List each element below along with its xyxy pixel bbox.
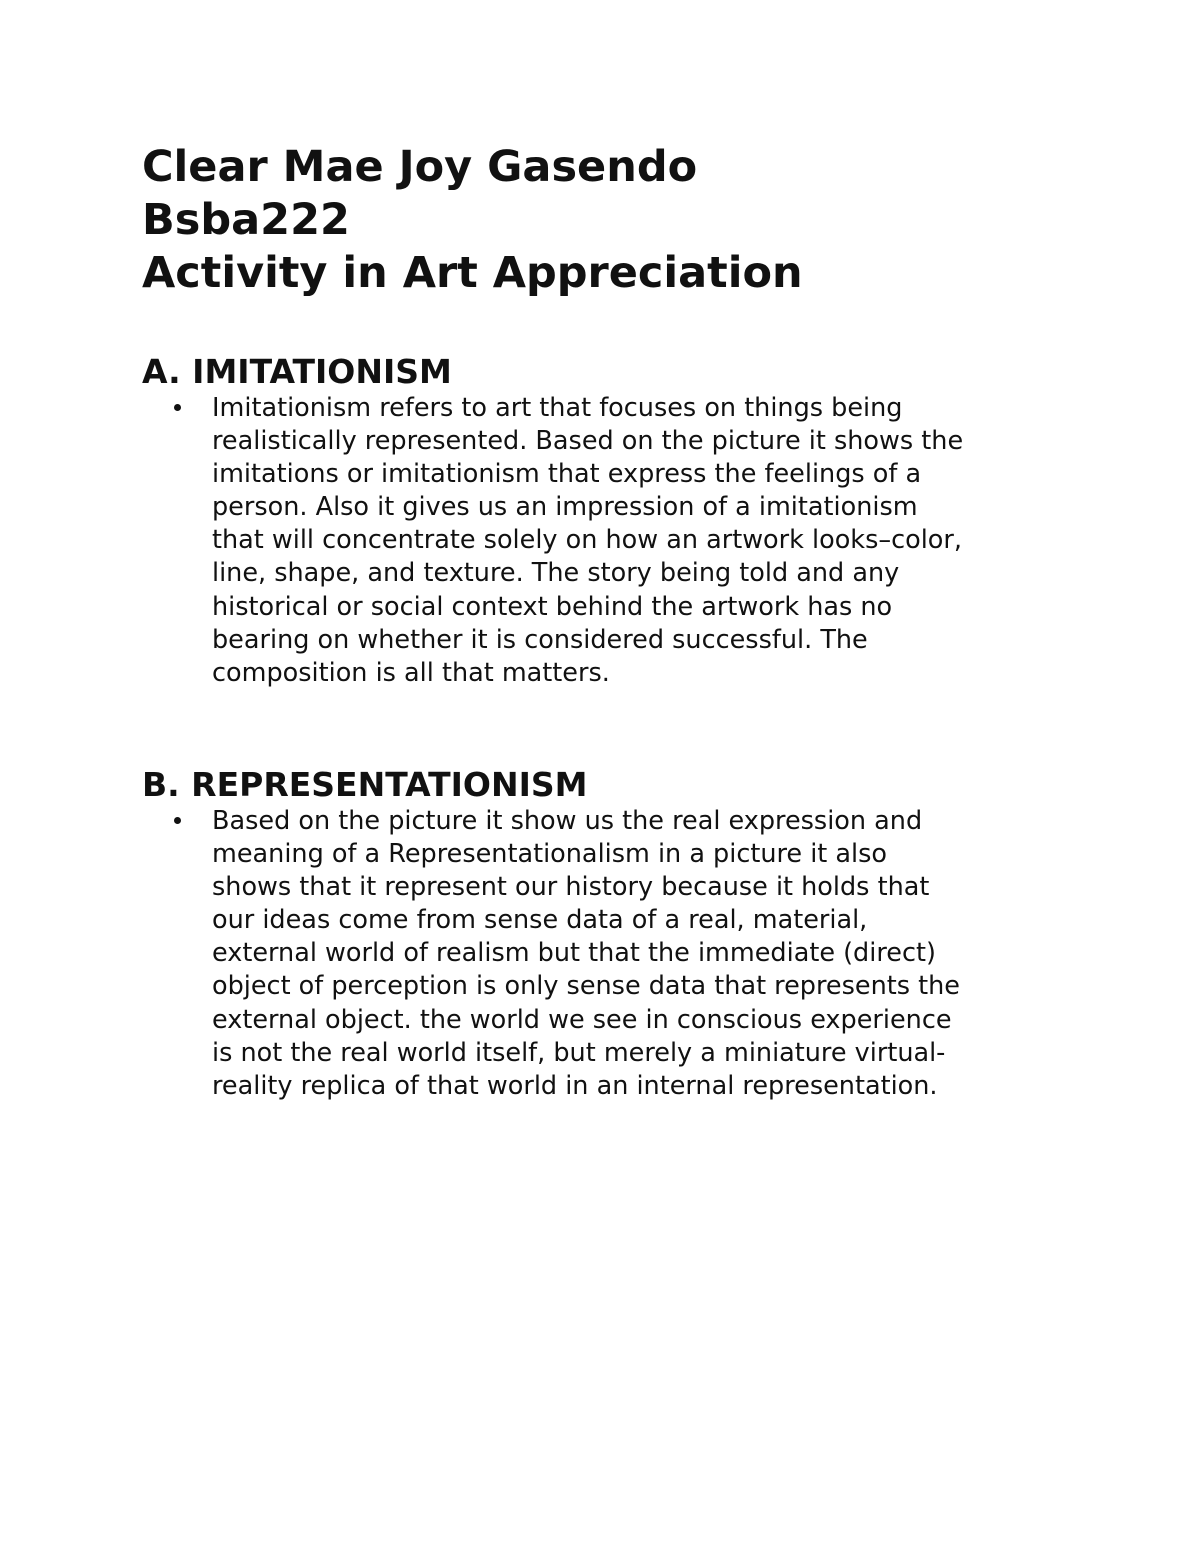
paragraph-line: our ideas come from sense data of a real, material,: [212, 905, 868, 936]
document-header: [142, 141, 1102, 300]
author-name: Clear Mae Joy Gasendo: [142, 142, 698, 192]
paragraph-line: imitations or imitationism that express the feelings of a: [212, 459, 922, 490]
paragraph-line: reality replica of that world in an internal representation.: [212, 1070, 938, 1101]
paragraph-line: that will concentrate solely on how an artwork looks–color,: [212, 525, 962, 556]
bullet-icon: [174, 817, 181, 824]
paragraph-line: external world of realism but that the immediate (direct): [212, 938, 936, 969]
section-heading: A. IMITATIONISM: [142, 352, 452, 391]
paragraph-line: Based on the picture it show us the real expression and: [212, 806, 923, 836]
paragraph-line: composition is all that matters.: [212, 657, 610, 688]
paragraph-line: is not the real world itself, but merely a miniature virtual-: [212, 1037, 946, 1068]
section-heading: B. REPRESENTATIONISM: [142, 765, 588, 804]
bullet-list: [142, 392, 1102, 690]
bullet-list: [142, 805, 1102, 1103]
document-title: Activity in Art Appreciation: [142, 248, 803, 298]
paragraph-line: object of perception is only sense data that represents the: [212, 971, 960, 1002]
paragraph-line: external object. the world we see in conscious experience: [212, 1004, 952, 1035]
paragraph-line: line, shape, and texture. The story being told and any: [212, 558, 900, 589]
paragraph-line: bearing on whether it is considered successful. The: [212, 624, 868, 655]
paragraph-line: historical or social context behind the artwork has no: [212, 591, 893, 622]
section-representationism: [142, 765, 1102, 1103]
paragraph-line: shows that it represent our history because it holds that: [212, 872, 930, 903]
course-code: Bsba222: [142, 195, 350, 245]
section-imitationism: [142, 352, 1102, 690]
paragraph-line: realistically represented. Based on the picture it shows the: [212, 426, 964, 457]
list-item: [142, 805, 1057, 1103]
paragraph-line: meaning of a Representationalism in a picture it also: [212, 839, 888, 870]
bullet-icon: [174, 404, 181, 411]
paragraph-line: person. Also it gives us an impression of a imitationism: [212, 492, 918, 523]
paragraph-line: Imitationism refers to art that focuses on things being: [212, 393, 903, 423]
list-item: [142, 392, 1057, 690]
